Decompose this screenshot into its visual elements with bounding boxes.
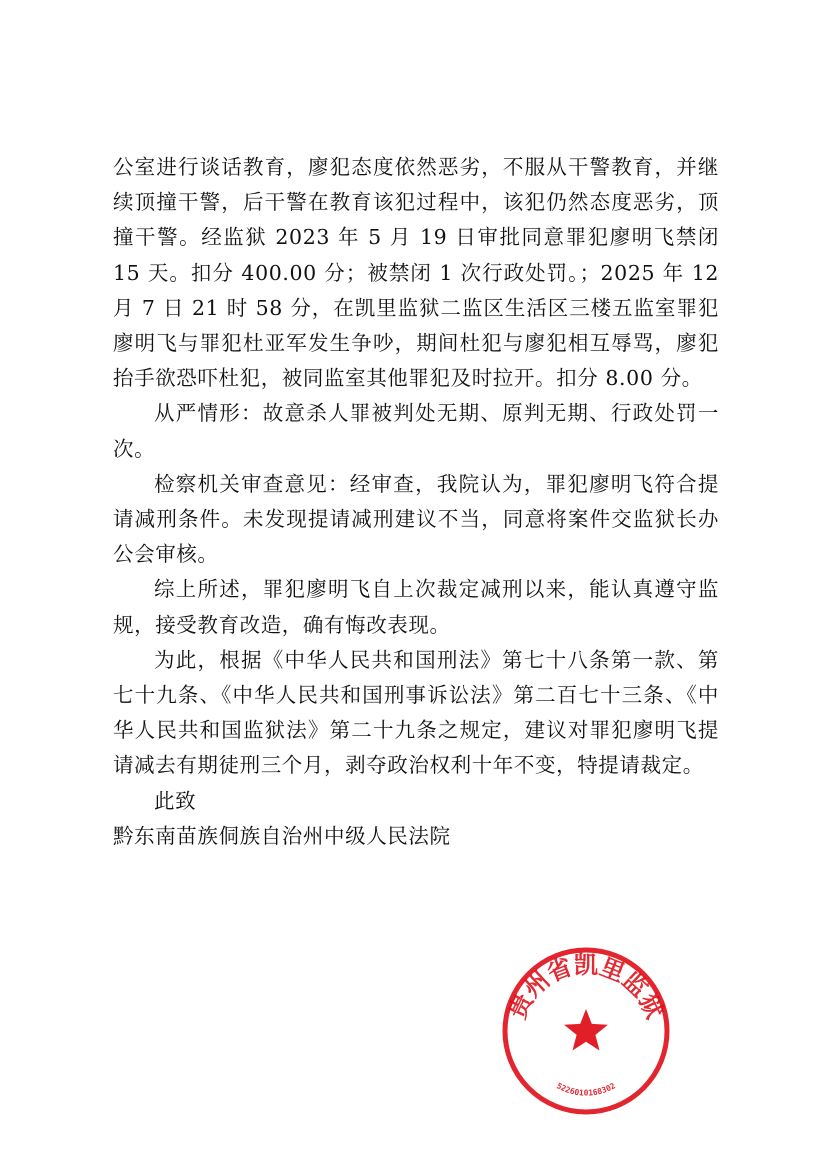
paragraph-procuratorate-opinion: 检察机关审查意见：经审查，我院认为，罪犯廖明飞符合提请减刑条件。未发现提请减刑建议不当，同意将案件交监狱长办公会审核。 (113, 471, 719, 567)
seal-star-icon (564, 1009, 608, 1051)
official-seal (500, 945, 672, 1117)
recipient-court: 黔东南苗族侗族自治州中级人民法院 (113, 823, 451, 848)
paragraph-aggravating-circumstances: 从严情形：故意杀人罪被判处无期、原判无期、行政处罚一次。 (113, 401, 719, 461)
seal-text: 贵州省凯里监狱 (503, 951, 669, 1024)
paragraph-summary: 综上所述，罪犯廖明飞自上次裁定减刑以来，能认真遵守监规，接受教育改造，确有悔改表现。 (113, 577, 719, 637)
paragraph-disciplinary-record: 公室进行谈话教育，廖犯态度依然恶劣，不服从干警教育，并继续顶撞干警，后干警在教育该犯过程中，该犯仍然态度恶劣，顶撞干警。经监狱 2023 年 5 月 19 日审批同意罪犯廖明飞禁闭 15 天。扣分 400.00 分；被禁闭 1 次行政处罚。；2025 年 12 月 7 日 21 时 58 分，在凯里监狱二监区生活区三楼五监室罪犯廖明飞与罪犯杜亚军发生争吵，期间杜犯与廖犯相互辱骂，廖犯抬手欲恐吓杜犯，被同监室其他罪犯及时拉开。扣分 8.00 分。 (113, 155, 719, 391)
seal-code: 5226010168302 (555, 1081, 617, 1098)
document-body (113, 150, 719, 854)
paragraph-legal-basis: 为此，根据《中华人民共和国刑法》第七十八条第一款、第七十九条、《中华人民共和国刑事诉讼法》第二百七十三条、《中华人民共和国监狱法》第二十九条之规定，建议对罪犯廖明飞提请减去有期徒刑三个月，剥夺政治权利十年不变，特提请裁定。 (113, 647, 719, 778)
salutation: 此致 (154, 788, 197, 813)
